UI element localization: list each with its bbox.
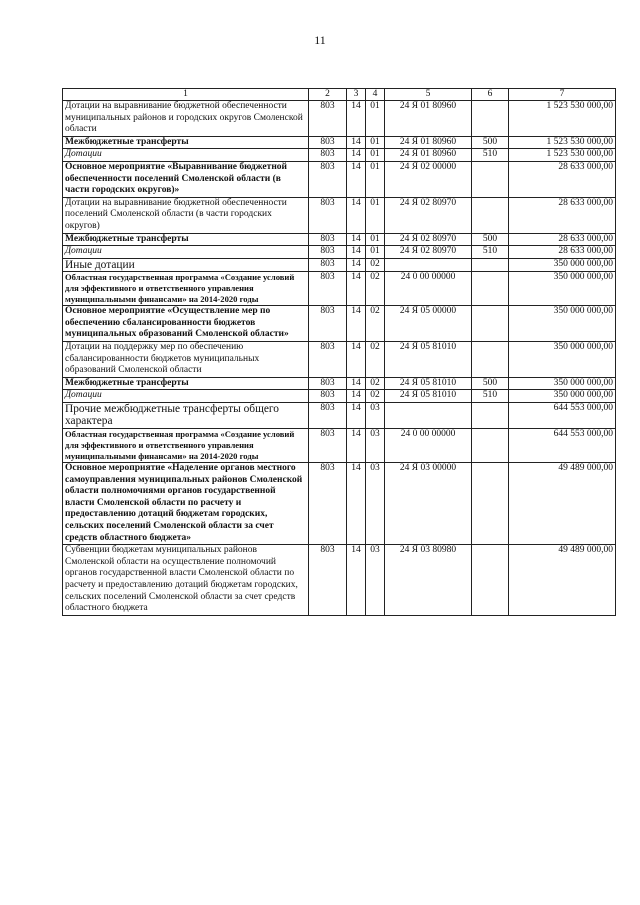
table-row [63,402,616,428]
row-expense-type [472,258,509,272]
row-ministry-code: 803 [309,462,347,544]
row-section-code: 14 [347,462,366,544]
row-subsection-code: 02 [366,258,385,272]
row-target-article: 24 Я 03 80980 [385,545,472,616]
row-subsection-code: 03 [366,462,385,544]
row-section-code: 14 [347,306,366,342]
header-col-5: 5 [385,89,472,101]
row-target-article [385,402,472,428]
row-amount: 350 000 000,00 [509,390,616,403]
row-section-code: 14 [347,246,366,259]
table-row [63,149,616,162]
row-ministry-code: 803 [309,246,347,259]
table-row [63,545,616,616]
row-section-code: 14 [347,161,366,197]
row-section-code: 14 [347,390,366,403]
row-ministry-code: 803 [309,149,347,162]
row-section-code: 14 [347,258,366,272]
row-ministry-code: 803 [309,161,347,197]
row-amount: 49 489 000,00 [509,462,616,544]
row-expense-type [472,161,509,197]
table-row [63,233,616,246]
row-amount: 28 633 000,00 [509,233,616,246]
row-target-article: 24 Я 05 81010 [385,377,472,390]
row-amount: 644 553 000,00 [509,402,616,428]
row-ministry-code: 803 [309,258,347,272]
row-expense-type: 500 [472,233,509,246]
row-name: Основное мероприятие «Выравнивание бюджетной обеспеченности поселений Смоленской области (в части городских округов)» [63,161,309,197]
row-amount: 350 000 000,00 [509,258,616,272]
row-ministry-code: 803 [309,306,347,342]
row-section-code: 14 [347,402,366,428]
row-subsection-code: 01 [366,246,385,259]
row-name: Дотации [63,149,309,162]
row-target-article: 24 Я 01 80960 [385,136,472,149]
row-target-article [385,258,472,272]
table-row [63,306,616,342]
row-ministry-code: 803 [309,428,347,462]
table-header-row [63,89,616,101]
row-expense-type [472,306,509,342]
table-row [63,197,616,233]
row-ministry-code: 803 [309,101,347,137]
row-subsection-code: 02 [366,342,385,378]
row-expense-type [472,197,509,233]
table-row [63,377,616,390]
page-number: 11 [314,33,326,47]
row-expense-type [472,545,509,616]
row-section-code: 14 [347,272,366,306]
row-name: Межбюджетные трансферты [63,233,309,246]
row-name: Прочие межбюджетные трансферты общего характера [63,402,309,428]
row-name: Дотации на поддержку мер по обеспечению сбалансированности бюджетов муниципальных образований Смоленской области [63,342,309,378]
row-expense-type [472,101,509,137]
row-expense-type [472,272,509,306]
row-section-code: 14 [347,136,366,149]
row-target-article: 24 0 00 00000 [385,272,472,306]
row-name: Межбюджетные трансферты [63,136,309,149]
row-section-code: 14 [347,428,366,462]
budget-table [62,88,616,616]
row-amount: 28 633 000,00 [509,197,616,233]
header-col-2: 2 [309,89,347,101]
row-ministry-code: 803 [309,545,347,616]
row-name: Дотации на выравнивание бюджетной обеспеченности поселений Смоленской области (в части городских округов) [63,197,309,233]
row-name: Иные дотации [63,258,309,272]
table-row [63,246,616,259]
row-amount: 28 633 000,00 [509,161,616,197]
row-name: Областная государственная программа «Создание условий для эффективного и ответственного управления муниципальными финансами» на 2014-2020 годы [63,272,309,306]
row-expense-type: 500 [472,377,509,390]
table-row [63,342,616,378]
row-ministry-code: 803 [309,136,347,149]
row-section-code: 14 [347,377,366,390]
row-amount: 1 523 530 000,00 [509,136,616,149]
row-section-code: 14 [347,233,366,246]
row-target-article: 24 Я 01 80960 [385,149,472,162]
table-row [63,101,616,137]
row-subsection-code: 02 [366,390,385,403]
row-target-article: 24 Я 05 81010 [385,342,472,378]
header-col-6: 6 [472,89,509,101]
table-row [63,136,616,149]
row-section-code: 14 [347,101,366,137]
row-name: Дотации [63,390,309,403]
row-name: Дотации [63,246,309,259]
row-subsection-code: 01 [366,161,385,197]
row-ministry-code: 803 [309,233,347,246]
row-ministry-code: 803 [309,197,347,233]
row-amount: 1 523 530 000,00 [509,101,616,137]
row-ministry-code: 803 [309,272,347,306]
row-expense-type: 510 [472,390,509,403]
row-name: Субвенции бюджетам муниципальных районов Смоленской области на осуществление полномочий органов государственной власти Смоленской области по расчету и предоставлению дотаций бюджетам городских, сельских поселений Смоленской области за счет средств областного бюджета [63,545,309,616]
table-row [63,428,616,462]
header-col-1: 1 [63,89,309,101]
header-col-3: 3 [347,89,366,101]
row-subsection-code: 01 [366,197,385,233]
row-target-article: 24 Я 01 80960 [385,101,472,137]
row-subsection-code: 01 [366,101,385,137]
row-expense-type [472,342,509,378]
table-body [63,101,616,616]
row-section-code: 14 [347,545,366,616]
row-target-article: 24 Я 05 00000 [385,306,472,342]
row-name: Дотации на выравнивание бюджетной обеспеченности муниципальных районов и городских округов Смоленской области [63,101,309,137]
row-amount: 350 000 000,00 [509,342,616,378]
row-name: Основное мероприятие «Наделение органов местного самоуправления муниципальных районов Смоленской области полномочиями органов государственной власти Смоленской области по расчету и предоставлению дотаций бюджетам городских, сельских поселений Смоленской области за счет средств областного бюджета» [63,462,309,544]
row-amount: 350 000 000,00 [509,377,616,390]
table-row [63,258,616,272]
row-subsection-code: 03 [366,402,385,428]
row-ministry-code: 803 [309,377,347,390]
row-subsection-code: 01 [366,233,385,246]
row-section-code: 14 [347,197,366,233]
row-expense-type: 500 [472,136,509,149]
table-row [63,462,616,544]
header-col-7: 7 [509,89,616,101]
row-expense-type: 510 [472,149,509,162]
row-amount: 350 000 000,00 [509,306,616,342]
row-target-article: 24 Я 02 80970 [385,246,472,259]
row-target-article: 24 Я 05 81010 [385,390,472,403]
row-expense-type [472,462,509,544]
row-name: Межбюджетные трансферты [63,377,309,390]
row-target-article: 24 Я 02 00000 [385,161,472,197]
row-amount: 49 489 000,00 [509,545,616,616]
row-amount: 1 523 530 000,00 [509,149,616,162]
row-name: Областная государственная программа «Создание условий для эффективного и ответственного управления муниципальными финансами» на 2014-2020 годы [63,428,309,462]
row-expense-type: 510 [472,246,509,259]
row-name: Основное мероприятие «Осуществление мер по обеспечению сбалансированности бюджетов муниципальных образований Смоленской области» [63,306,309,342]
row-target-article: 24 Я 02 80970 [385,197,472,233]
row-target-article: 24 0 00 00000 [385,428,472,462]
row-subsection-code: 03 [366,428,385,462]
row-target-article: 24 Я 03 00000 [385,462,472,544]
row-ministry-code: 803 [309,342,347,378]
row-expense-type [472,428,509,462]
row-section-code: 14 [347,149,366,162]
row-subsection-code: 01 [366,136,385,149]
table-row [63,161,616,197]
row-section-code: 14 [347,342,366,378]
row-target-article: 24 Я 02 80970 [385,233,472,246]
table-row [63,272,616,306]
row-subsection-code: 02 [366,272,385,306]
row-expense-type [472,402,509,428]
row-subsection-code: 01 [366,149,385,162]
row-amount: 350 000 000,00 [509,272,616,306]
row-ministry-code: 803 [309,402,347,428]
row-amount: 28 633 000,00 [509,246,616,259]
row-subsection-code: 03 [366,545,385,616]
row-amount: 644 553 000,00 [509,428,616,462]
row-ministry-code: 803 [309,390,347,403]
header-col-4: 4 [366,89,385,101]
row-subsection-code: 02 [366,306,385,342]
row-subsection-code: 02 [366,377,385,390]
table-row [63,390,616,403]
